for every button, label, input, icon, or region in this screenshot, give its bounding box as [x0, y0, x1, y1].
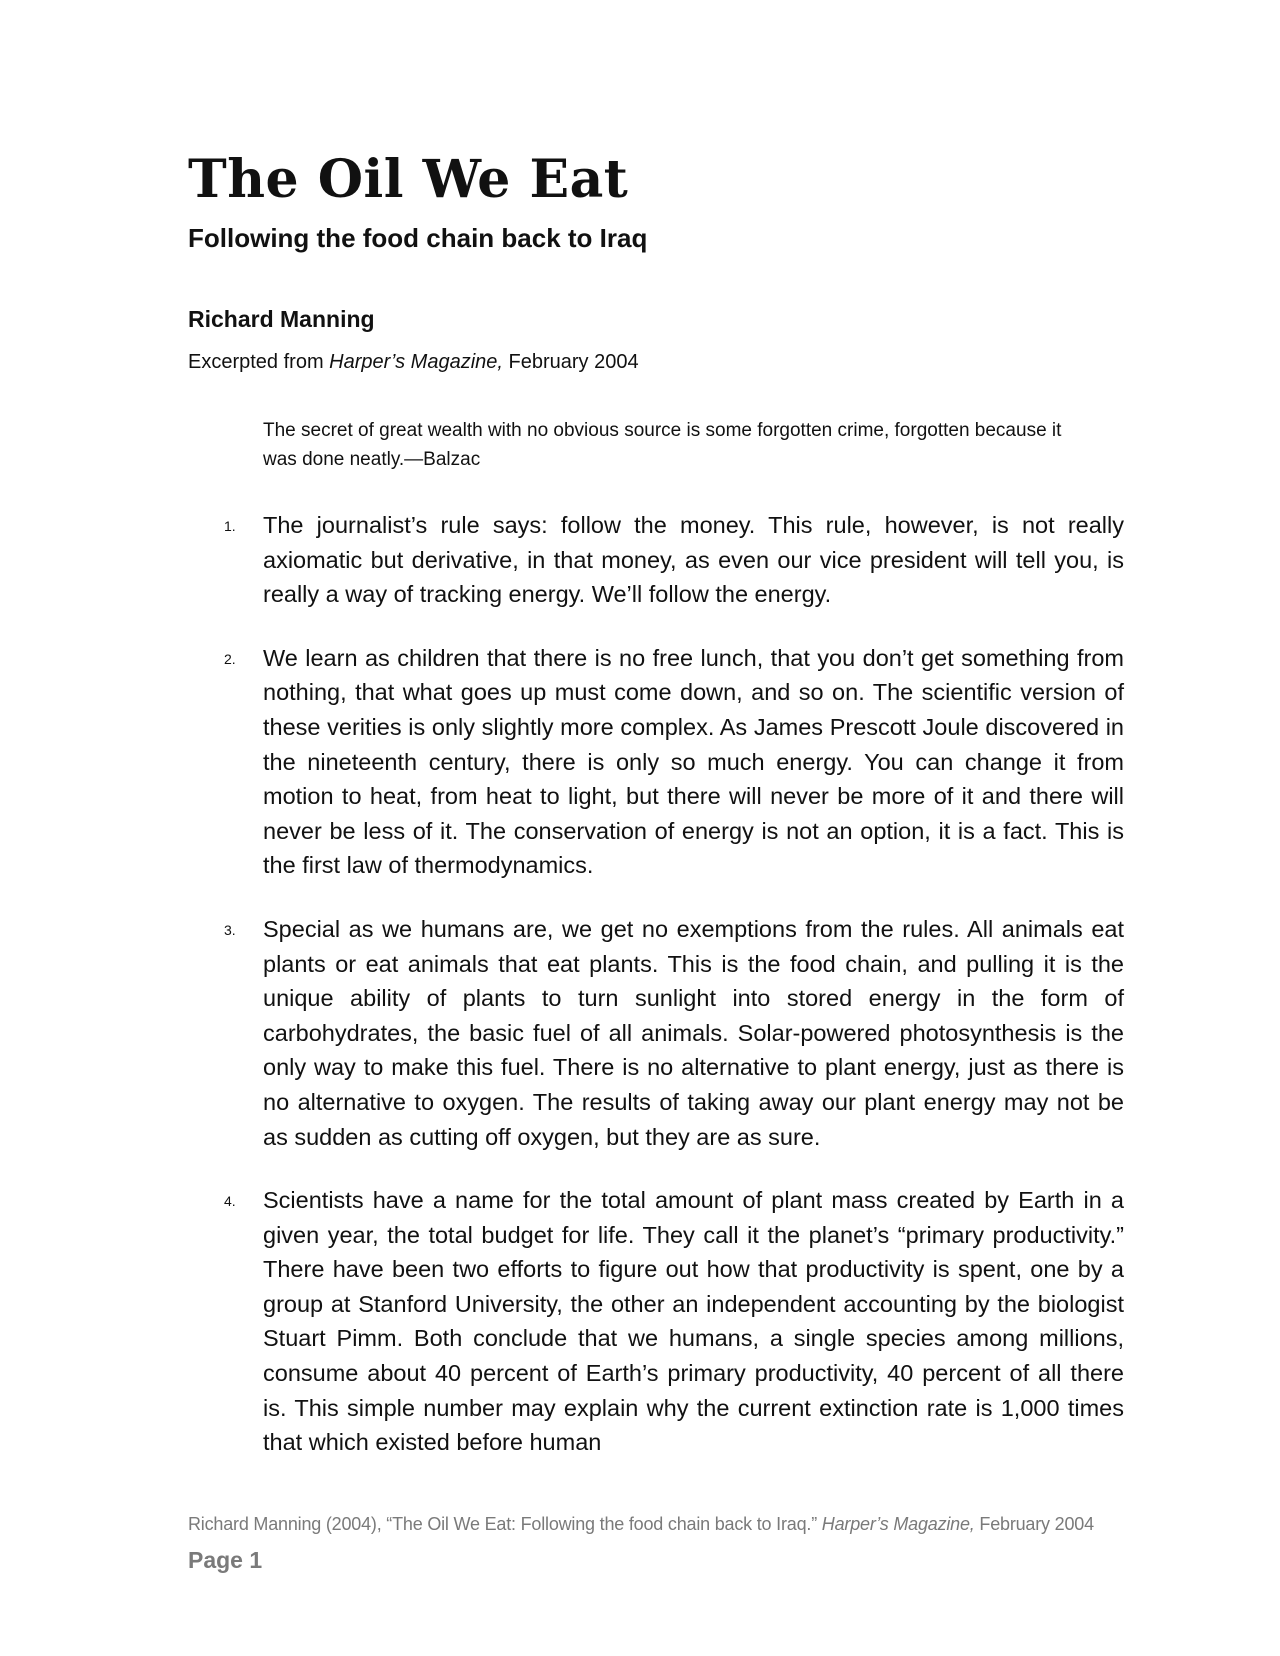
list-item — [0, 508, 1280, 612]
epigraph-quote: The secret of great wealth with no obvious source is some forgotten crime, forgotten because it was done neatly.—Balzac — [263, 420, 1062, 470]
document-subtitle: Following the food chain back to Iraq — [188, 223, 648, 253]
item-number: 2. — [224, 650, 236, 667]
source-line — [188, 348, 639, 376]
source-suffix: February 2004 — [502, 351, 639, 373]
item-number: 1. — [224, 518, 236, 534]
item-paragraph: We learn as children that there is no free lunch, that you don’t get something from nothing, that what goes up must come down, and so on. The scientific version of these verities is only slightly more complex. As James Prescott Joule discovered in the nineteenth century, there is only so much energy. You can change it from motion to heat, from heat to light, but there will never be more of it and there will never be less of it. The conservation of energy is not an option, it is a fact. This is the first law of thermodynamics. — [263, 644, 1124, 879]
item-paragraph: Scientists have a name for the total amount of plant mass created by Earth in a given year, the total budget for life. They call it the planet’s “primary productivity.” There have been two efforts to figure out how that productivity is spent, one by a group at Stanford University, the other an independent accounting by the biologist Stuart Pimm. Both conclude that we humans, a single species among millions, consume about 40 percent of Earth’s primary productivity, 40 percent of all there is. This simple number may explain why the current extinction rate is 1,000 times that which existed before human — [263, 1187, 1124, 1456]
list-item — [0, 641, 1280, 883]
citation-publication: Harper’s Magazine, — [821, 1514, 975, 1534]
numbered-paragraph-list — [0, 508, 1280, 1489]
list-item — [0, 1183, 1280, 1460]
document-title: The Oil We Eat — [188, 149, 629, 210]
item-number: 4. — [224, 1193, 236, 1210]
item-number: 3. — [224, 921, 236, 938]
citation-prefix: Richard Manning (2004), “The Oil We Eat: Following the food chain back to Iraq.” — [188, 1514, 822, 1534]
list-item — [0, 912, 1280, 1154]
item-paragraph: The journalist’s rule says: follow the money. This rule, however, is not really axiomatic but derivative, in that money, as even our vice president will tell you, is really a way of tracking energy. We’ll follow the energy. — [263, 512, 1124, 608]
item-paragraph: Special as we humans are, we get no exemptions from the rules. All animals eat plants or eat animals that eat plants. This is the food chain, and pulling it is the unique ability of plants to turn sunlight into stored energy in the form of carbohydrates, the basic fuel of all animals. Solar-powered photosynthesis is the only way to make this fuel. There is no alternative to plant energy, just as there is no alternative to oxygen. The results of taking away our plant energy may not be as sudden as cutting off oxygen, but they are as sure. — [263, 915, 1124, 1150]
source-publication: Harper’s Magazine, — [329, 351, 503, 373]
page-number: Page 1 — [188, 1547, 263, 1573]
source-prefix: Excerpted from — [188, 351, 330, 373]
footer-citation — [188, 1512, 1094, 1536]
citation-suffix: February 2004 — [974, 1514, 1094, 1534]
author-name: Richard Manning — [188, 306, 375, 332]
